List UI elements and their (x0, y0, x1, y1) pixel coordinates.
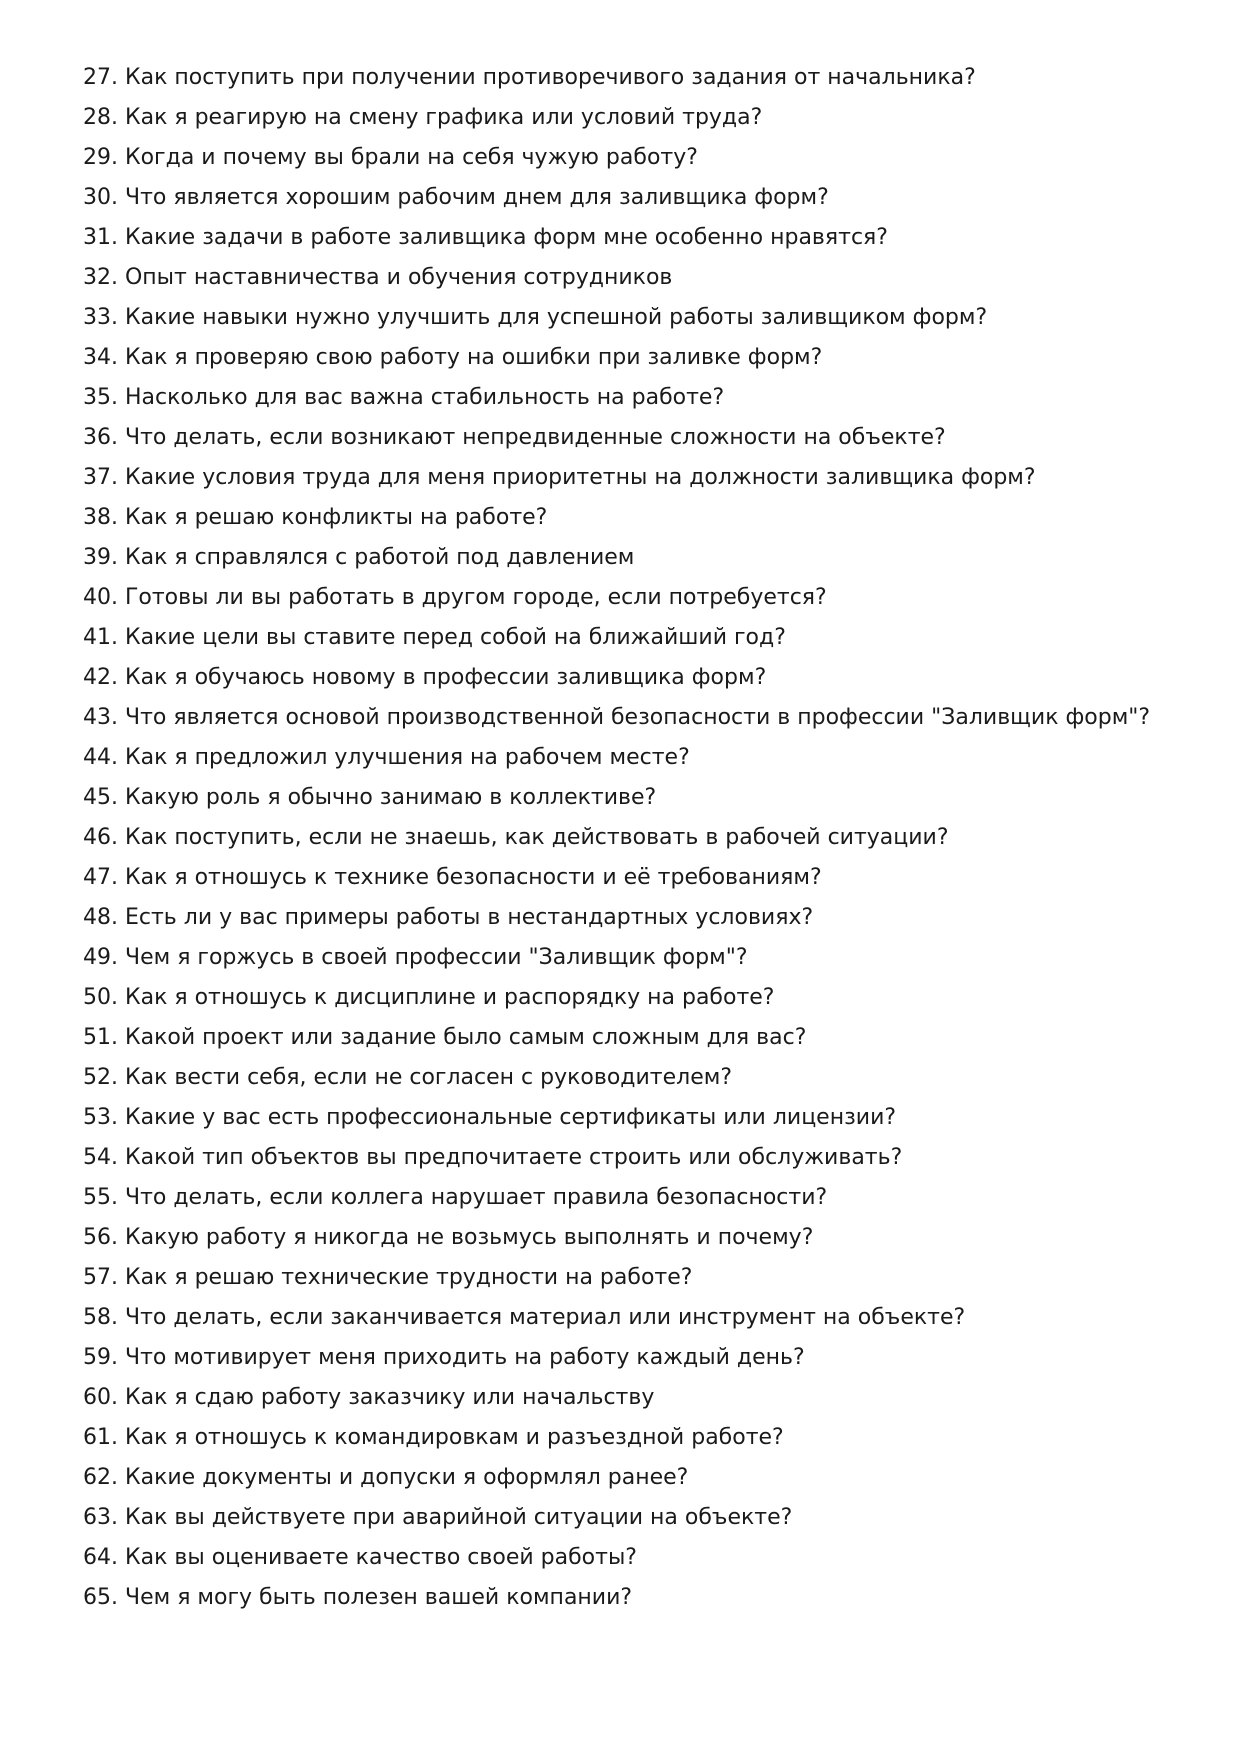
question-item: 58. Что делать, если заканчивается материал или инструмент на объекте? (83, 1305, 966, 1330)
question-item: 62. Какие документы и допуски я оформлял ранее? (83, 1465, 689, 1490)
question-item: 33. Какие навыки нужно улучшить для успешной работы заливщиком форм? (83, 305, 988, 330)
question-item: 51. Какой проект или задание было самым сложным для вас? (83, 1025, 807, 1050)
question-item: 65. Чем я могу быть полезен вашей компании? (83, 1585, 633, 1610)
question-item: 50. Как я отношусь к дисциплине и распорядку на работе? (83, 985, 775, 1010)
question-item: 63. Как вы действуете при аварийной ситуации на объекте? (83, 1505, 793, 1530)
question-item: 38. Как я решаю конфликты на работе? (83, 505, 548, 530)
question-item: 37. Какие условия труда для меня приоритетны на должности заливщика форм? (83, 465, 1036, 490)
question-list (83, 58, 1203, 1618)
question-item: 53. Какие у вас есть профессиональные сертификаты или лицензии? (83, 1105, 897, 1130)
question-item: 64. Как вы оцениваете качество своей работы? (83, 1545, 637, 1570)
question-item: 27. Как поступить при получении противоречивого задания от начальника? (83, 65, 976, 90)
question-item: 34. Как я проверяю свою работу на ошибки при заливке форм? (83, 345, 823, 370)
question-item: 49. Чем я горжусь в своей профессии "Заливщик форм"? (83, 945, 748, 970)
question-item: 42. Как я обучаюсь новому в профессии заливщика форм? (83, 665, 767, 690)
question-item: 48. Есть ли у вас примеры работы в нестандартных условиях? (83, 905, 814, 930)
question-item: 41. Какие цели вы ставите перед собой на ближайший год? (83, 625, 786, 650)
question-item: 52. Как вести себя, если не согласен с руководителем? (83, 1065, 733, 1090)
question-item: 39. Как я справлялся с работой под давлением (83, 545, 635, 570)
question-item: 45. Какую роль я обычно занимаю в коллективе? (83, 785, 657, 810)
question-item: 61. Как я отношусь к командировкам и разъездной работе? (83, 1425, 784, 1450)
question-item: 54. Какой тип объектов вы предпочитаете строить или обслуживать? (83, 1145, 903, 1170)
question-item: 55. Что делать, если коллега нарушает правила безопасности? (83, 1185, 828, 1210)
question-item: 40. Готовы ли вы работать в другом городе, если потребуется? (83, 585, 827, 610)
question-item: 43. Что является основой производственной безопасности в профессии "Заливщик форм"? (83, 705, 1151, 730)
question-item: 29. Когда и почему вы брали на себя чужую работу? (83, 145, 698, 170)
question-item: 44. Как я предложил улучшения на рабочем месте? (83, 745, 690, 770)
question-item: 30. Что является хорошим рабочим днем для заливщика форм? (83, 185, 829, 210)
question-item: 36. Что делать, если возникают непредвиденные сложности на объекте? (83, 425, 946, 450)
question-item: 60. Как я сдаю работу заказчику или начальству (83, 1385, 655, 1410)
question-item: 31. Какие задачи в работе заливщика форм мне особенно нравятся? (83, 225, 888, 250)
question-item: 57. Как я решаю технические трудности на работе? (83, 1265, 693, 1290)
question-item: 35. Насколько для вас важна стабильность на работе? (83, 385, 725, 410)
question-item: 28. Как я реагирую на смену графика или условий труда? (83, 105, 763, 130)
question-item: 47. Как я отношусь к технике безопасности и её требованиям? (83, 865, 822, 890)
question-item: 46. Как поступить, если не знаешь, как действовать в рабочей ситуации? (83, 825, 949, 850)
question-item: 59. Что мотивирует меня приходить на работу каждый день? (83, 1345, 805, 1370)
question-item: 32. Опыт наставничества и обучения сотрудников (83, 265, 673, 290)
question-item: 56. Какую работу я никогда не возьмусь выполнять и почему? (83, 1225, 814, 1250)
